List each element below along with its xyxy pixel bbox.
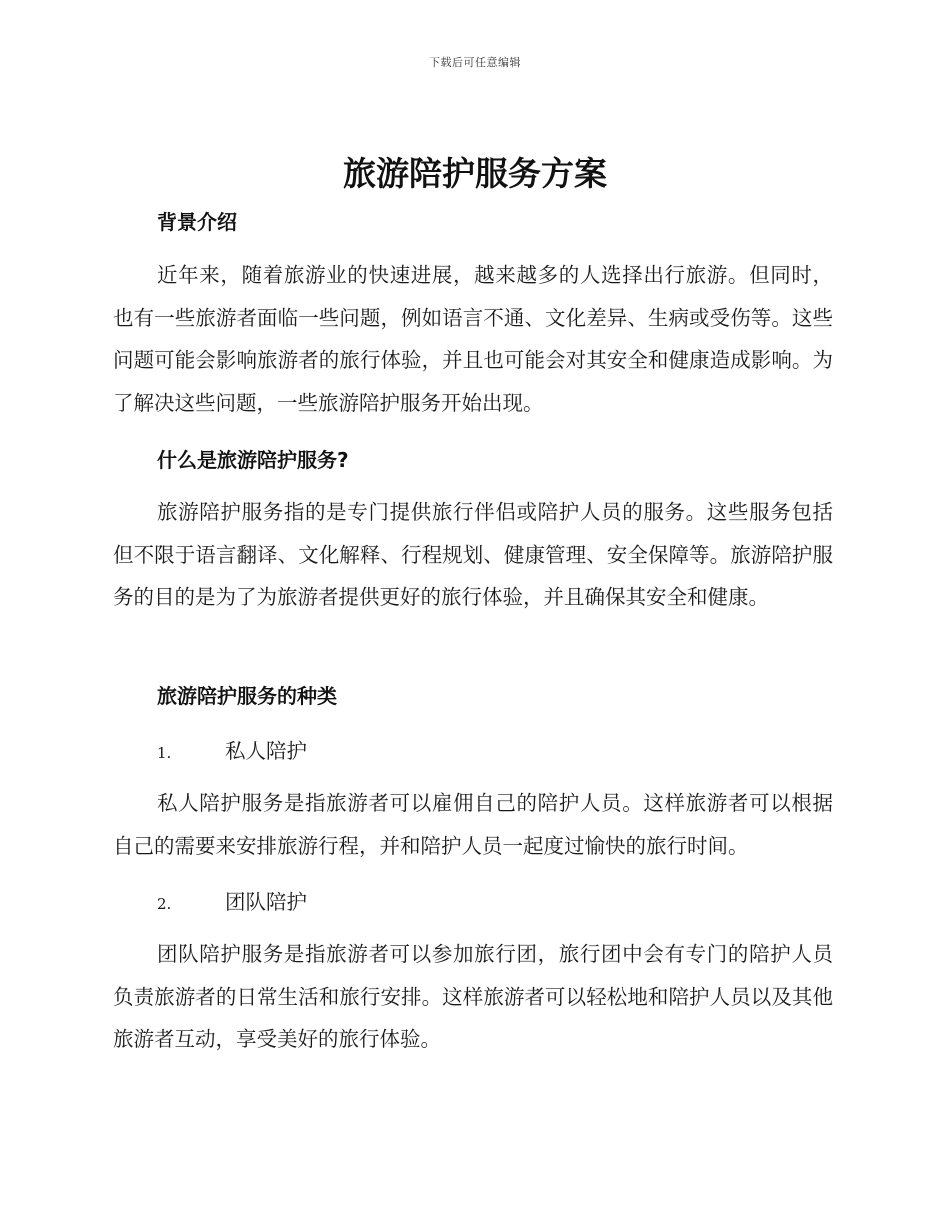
section-heading-what-is: 什么是旅游陪护服务? — [157, 448, 349, 472]
header-note: 下载后可任意编辑 — [429, 56, 521, 69]
list-item-team — [157, 885, 307, 915]
list-number: 1. — [157, 744, 172, 762]
section-heading-types: 旅游陪护服务的种类 — [157, 684, 337, 708]
paragraph: 私人陪护服务是指旅游者可以雇佣自己的陪护人员。这样旅游者可以根据自己的需要来安排旅游行程，并和陪护人员一起度过愉快的旅行时间。 — [113, 791, 833, 858]
list-number: 2. — [157, 895, 172, 913]
document-title: 旅游陪护服务方案 — [343, 154, 607, 193]
paragraph: 近年来，随着旅游业的快速进展，越来越多的人选择出行旅游。但同时，也有一些旅游者面临一些问题，例如语言不通、文化差异、生病或受伤等。这些问题可能会影响旅游者的旅行体验，并且也可能会对其安全和健康造成影响。为了解决这些问题，一些旅游陪护服务开始出现。 — [113, 263, 833, 415]
list-label: 团队陪护 — [225, 890, 307, 914]
list-item-team-body — [113, 933, 833, 1061]
list-label: 私人陪护 — [225, 739, 307, 763]
list-item-private — [157, 734, 307, 764]
section-heading-background: 背景介绍 — [157, 210, 237, 234]
section-body-what-is — [113, 491, 833, 619]
paragraph: 旅游陪护服务指的是专门提供旅行伴侣或陪护人员的服务。这些服务包括但不限于语言翻译、文化解释、行程规划、健康管理、安全保障等。旅游陪护服务的目的是为了为旅游者提供更好的旅行体验，并且确保其安全和健康。 — [113, 500, 833, 609]
paragraph: 团队陪护服务是指旅游者可以参加旅行团，旅行团中会有专门的陪护人员负责旅游者的日常生活和旅行安排。这样旅游者可以轻松地和陪护人员以及其他旅游者互动，享受美好的旅行体验。 — [113, 942, 833, 1051]
list-item-private-body — [113, 782, 833, 867]
section-body-background — [113, 254, 833, 424]
